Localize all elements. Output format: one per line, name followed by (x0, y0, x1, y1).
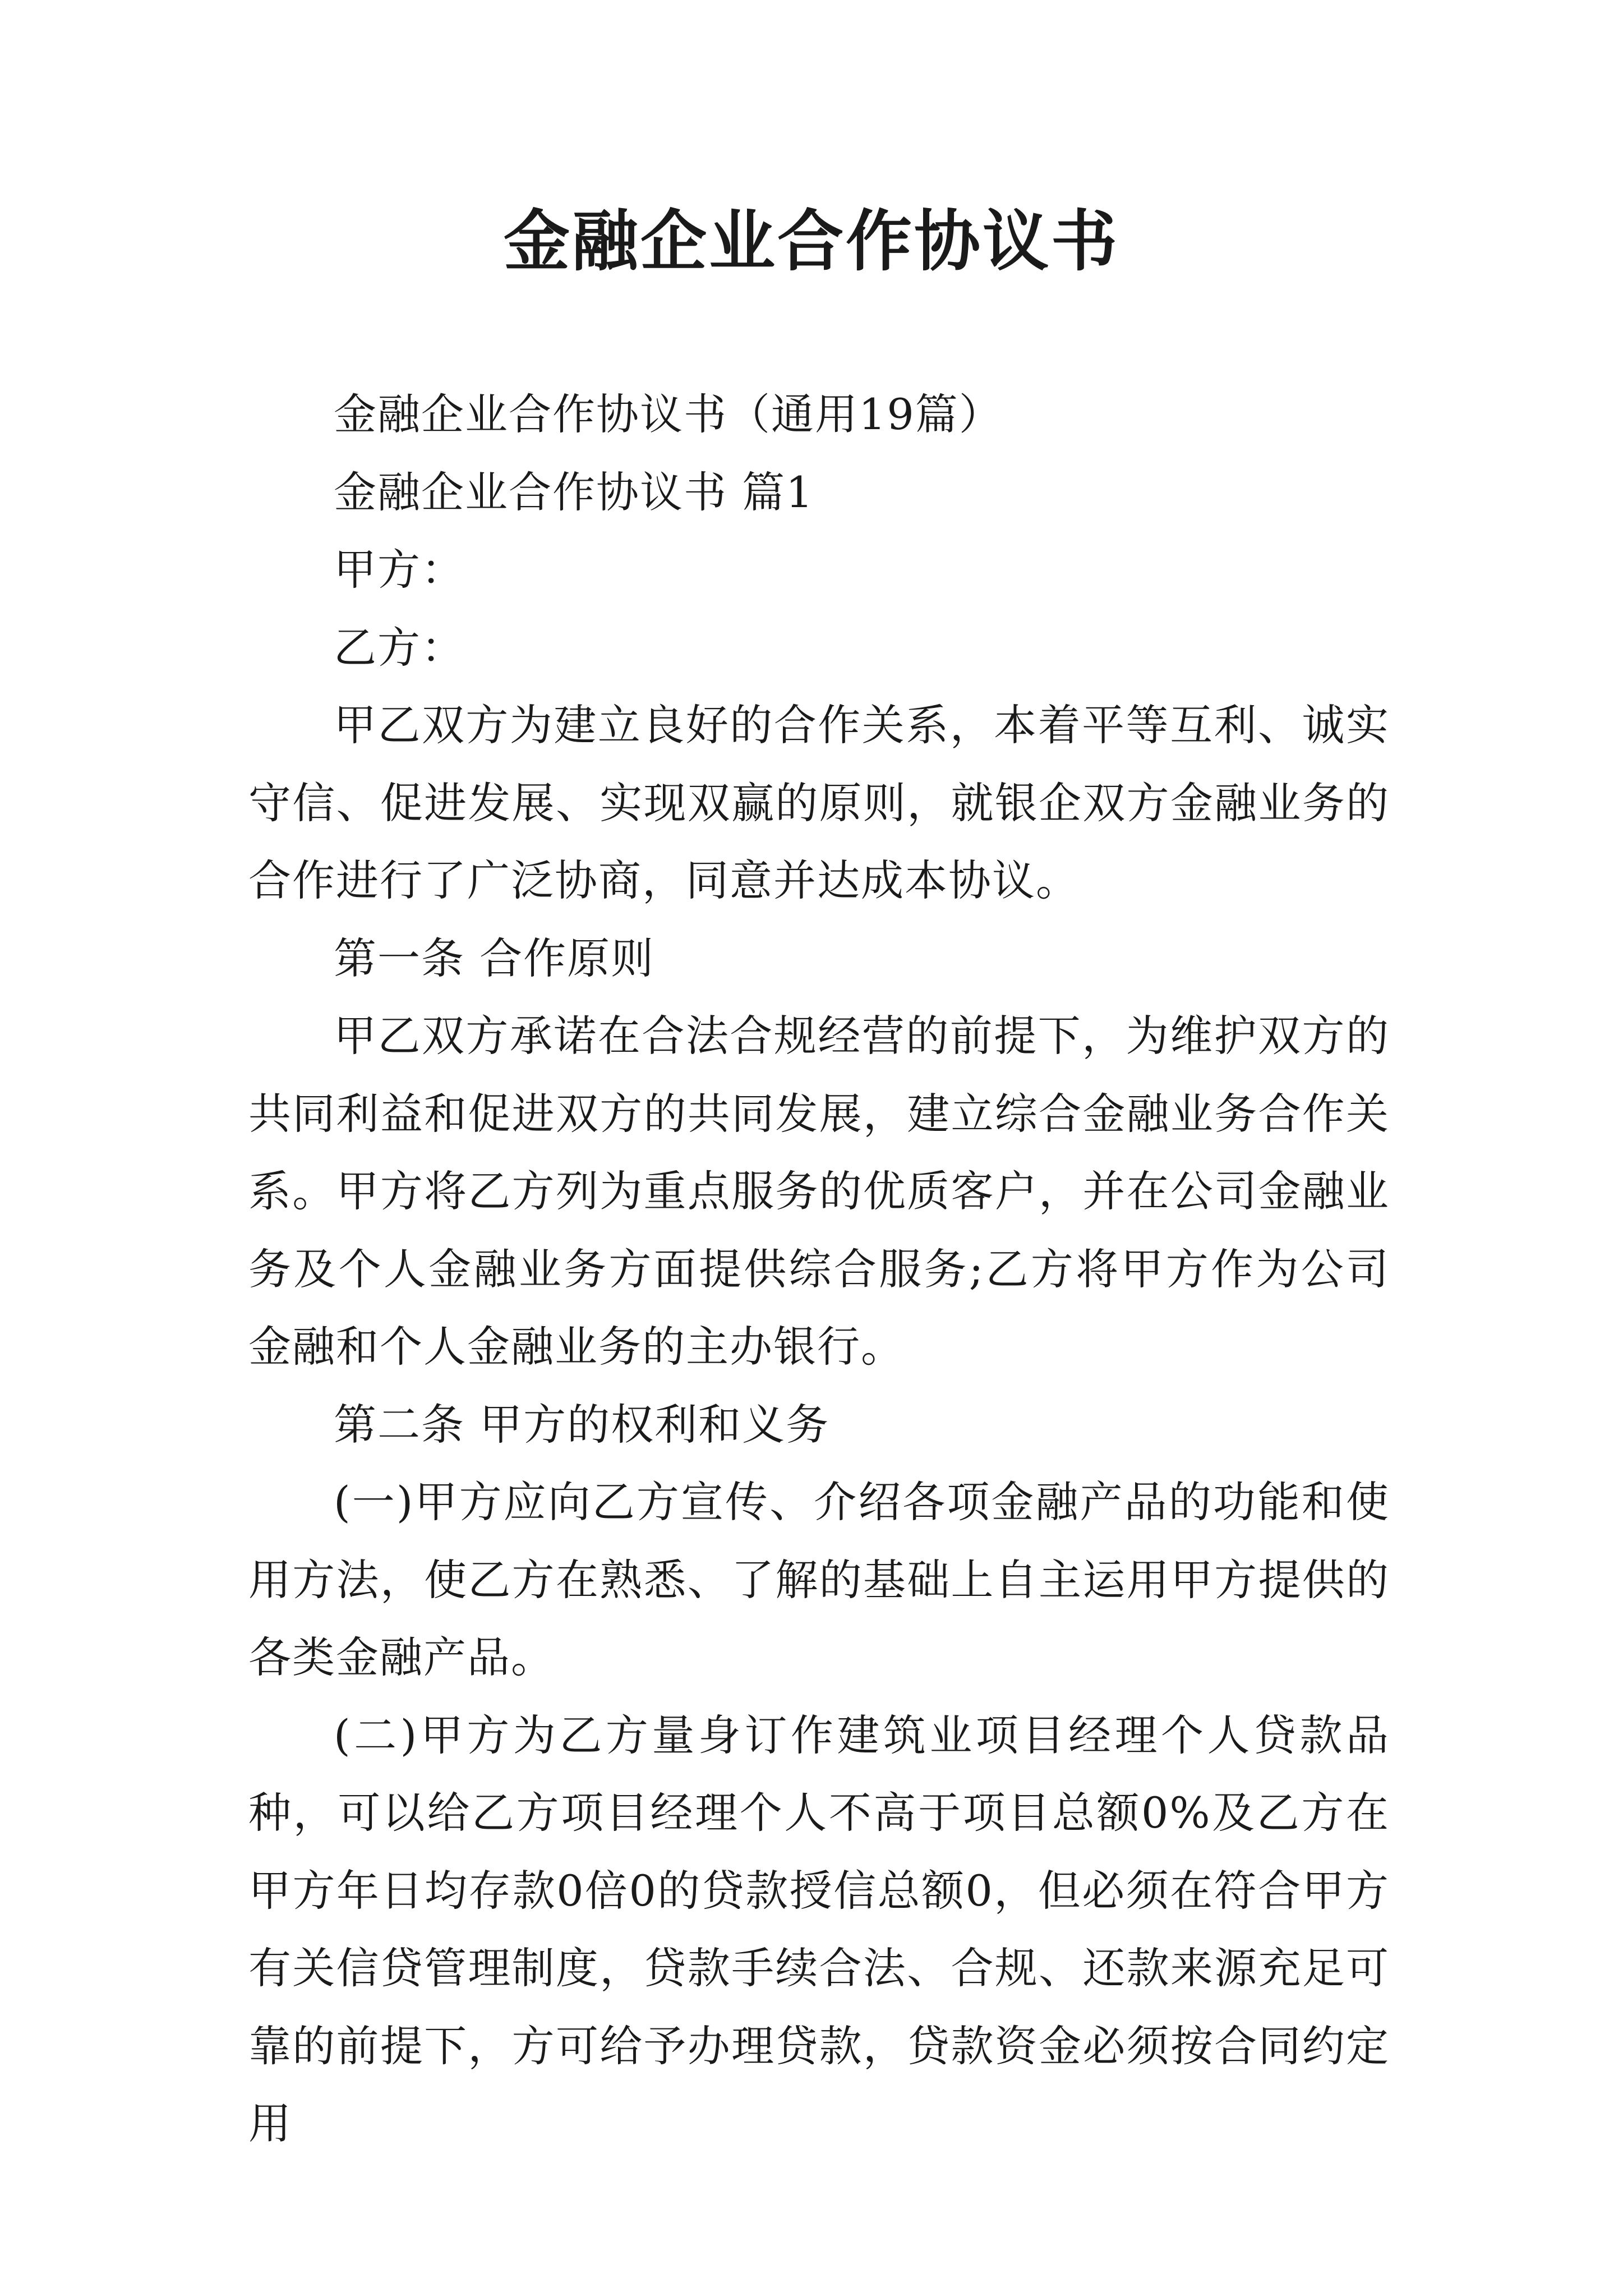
article-2-heading: 第二条 甲方的权利和义务 (334, 1399, 830, 1450)
preamble-paragraph: 甲乙双方为建立良好的合作关系，本着平等互利、诚实守信、促进发展、实现双赢的原则，就银企双方金融业务的合作进行了广泛协商，同意并达成本协议。 (248, 700, 1390, 905)
article-2-clause-1: (一)甲方应向乙方宣传、介绍各项金融产品的功能和使用方法，使乙方在熟悉、了解的基础上自主运用甲方提供的各类金融产品。 (248, 1477, 1390, 1682)
subtitle-paragraph: 金融企业合作协议书（通用19篇） (334, 389, 1003, 439)
party-b-line: 乙方： (334, 622, 465, 673)
article-1-paragraph: 甲乙双方承诺在合法合规经营的前提下，为维护双方的共同利益和促进双方的共同发展，建立综合金融业务合作关系。甲方将乙方列为重点服务的优质客户，并在公司金融业务及个人金融业务方面提供综合服务;乙方将甲方作为公司金融和个人金融业务的主办银行。 (248, 1011, 1390, 1372)
document-body (248, 376, 1390, 2163)
document-title: 金融企业合作协议书 (503, 202, 1119, 280)
article-2-clause-2: (二)甲方为乙方量身订作建筑业项目经理个人贷款品种，可以给乙方项目经理个人不高于项目总额0%及乙方在甲方年日均存款0倍0的贷款授信总额0，但必须在符合甲方有关信贷管理制度，贷款手续合法、合规、还款来源充足可靠的前提下，方可给予办理贷款，贷款资金必须按合同约定用 (248, 1710, 1390, 2148)
article-1-heading: 第一条 合作原则 (334, 933, 655, 983)
section-heading: 金融企业合作协议书 篇1 (334, 467, 814, 517)
party-a-line: 甲方： (334, 545, 465, 595)
